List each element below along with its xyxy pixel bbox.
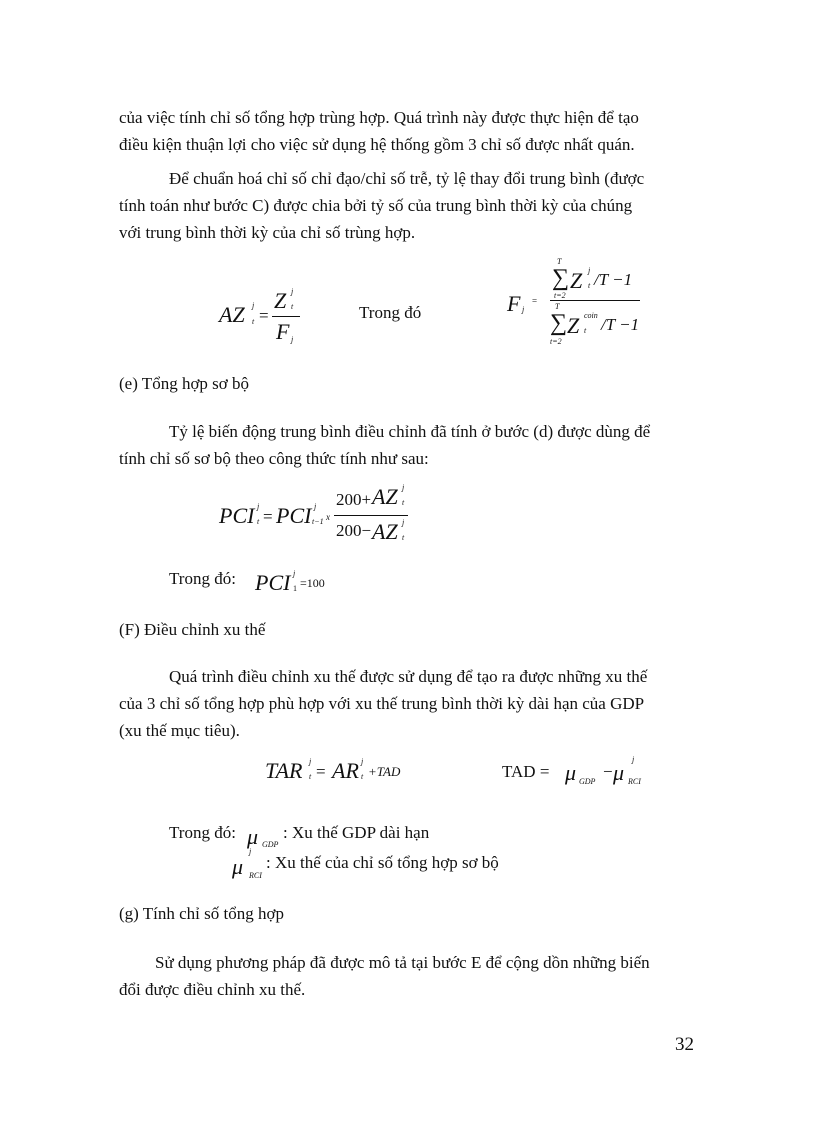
- tar-lhs: TAR: [265, 758, 303, 783]
- pci-den-sup: j: [402, 518, 405, 527]
- tad-lhs: TAD =: [502, 762, 550, 781]
- f-den-sup: coin: [584, 311, 598, 320]
- paragraph-2-line-2: tính toán như bước C) được chia bởi tỷ số của trung bình thời kỳ của chúng: [119, 196, 633, 215]
- f-den-sub: t: [584, 326, 587, 335]
- paragraph-1-line-1: của việc tính chỉ số tổng hợp trùng hợp. Quá trình này được thực hiện để tạo: [119, 108, 639, 127]
- tar-eq: =: [316, 762, 326, 781]
- tad-minus: −: [603, 762, 613, 781]
- paragraph-4-line-3: (xu thế mục tiêu).: [119, 721, 240, 740]
- tad-mu-rci-sub: RCI: [628, 777, 641, 786]
- f-num-lower: t=2: [554, 291, 566, 300]
- page-number: 32: [675, 1034, 694, 1055]
- tar-ar-sub: t: [361, 772, 364, 781]
- f-den-z: Z: [567, 313, 580, 338]
- paragraph-3: [119, 418, 699, 472]
- mu-gdp-description: : Xu thế GDP dài hạn: [283, 823, 430, 842]
- pci-times: x: [326, 512, 330, 522]
- pci-lhs: PCI: [219, 503, 255, 528]
- pci-rhs: PCI: [276, 503, 312, 528]
- az-sub: t: [252, 317, 255, 326]
- az-den-sub: j: [291, 335, 294, 344]
- f-num-upper: T: [557, 257, 562, 266]
- formula-where-label: Trong đó: [359, 303, 422, 322]
- tar-lhs-sub: t: [309, 772, 312, 781]
- pci-rhs-sub: t−1: [312, 517, 324, 526]
- pci1-lhs: PCI: [255, 570, 291, 595]
- tar-tail: +TAD: [368, 764, 401, 779]
- paragraph-2-line-3: với trung bình thời kỳ của chỉ số trùng hợp.: [119, 223, 416, 242]
- paragraph-5: [119, 949, 699, 1003]
- az-lhs: AZ: [219, 302, 245, 327]
- tar-ar-sup: j: [361, 757, 364, 766]
- paragraph-5-line-1: Sử dụng phương pháp đã được mô tả tại bước E để cộng dồn những biến: [155, 953, 650, 972]
- paragraph-3-line-2: tính chỉ số sơ bộ theo công thức tính như sau:: [119, 449, 429, 468]
- where-mu-label: Trong đó:: [169, 823, 236, 842]
- az-sup: j: [252, 301, 255, 310]
- f-lhs-sub: j: [522, 305, 525, 314]
- az-eq: =: [259, 306, 269, 325]
- tar-lhs-sup: j: [309, 757, 312, 766]
- mu-rci-description: : Xu thế của chỉ số tổng hợp sơ bộ: [266, 853, 499, 872]
- f-den-lower: t=2: [550, 337, 562, 346]
- paragraph-2-line-1: Để chuẩn hoá chỉ số chỉ đạo/chỉ số trễ, tỷ lệ thay đổi trung bình (được: [169, 169, 645, 188]
- paragraph-2: [119, 165, 699, 246]
- heading-g: (g) Tính chỉ số tổng hợp: [119, 904, 284, 923]
- pci-den-az: AZ: [372, 519, 398, 544]
- pci-fraction-bar: [334, 515, 408, 516]
- tad-mu-rci: μ: [613, 760, 625, 785]
- f-den-sigma: ∑: [550, 310, 568, 336]
- tad-mu-gdp: μ: [565, 760, 577, 785]
- tad-mu-gdp-sub: GDP: [579, 777, 596, 786]
- mu-rci-symbol: μ: [232, 854, 244, 879]
- pci-num-sub: t: [402, 498, 405, 507]
- f-num-sup: j: [588, 266, 591, 275]
- f-num-z: Z: [570, 268, 583, 293]
- mu-rci-sub: RCI: [249, 871, 262, 880]
- mu-rci-sup: j: [249, 847, 252, 856]
- f-num-sigma: ∑: [552, 265, 570, 291]
- f-eq: =: [532, 296, 538, 306]
- pci-num-sup: j: [402, 483, 405, 492]
- f-num-tail: /T −1: [594, 270, 633, 289]
- pci-lhs-sup: j: [257, 502, 260, 511]
- pci-lhs-sub: t: [257, 517, 260, 526]
- paragraph-4-line-1: Quá trình điều chỉnh xu thế được sử dụng để tạo ra được những xu thế: [169, 667, 648, 686]
- paragraph-1-line-2: điều kiện thuận lợi cho việc sử dụng hệ thống gồm 3 chỉ số được nhất quán.: [119, 135, 635, 154]
- az-num-sup: j: [291, 287, 294, 296]
- pci-rhs-sup: j: [314, 502, 317, 511]
- pci1-sub: 1: [293, 584, 297, 593]
- mu-gdp-sub: GDP: [262, 840, 279, 849]
- f-lhs: F: [507, 291, 521, 316]
- paragraph-5-line-2: đổi được điều chỉnh xu thế.: [119, 980, 306, 999]
- heading-f: (F) Điều chỉnh xu thế: [119, 620, 266, 639]
- heading-e: (e) Tổng hợp sơ bộ: [119, 374, 250, 393]
- paragraph-4: [119, 663, 699, 744]
- paragraph-4-line-2: của 3 chỉ số tổng hợp phù hợp với xu thế trung bình thời kỳ dài hạn của GDP: [119, 694, 645, 713]
- az-num: Z: [274, 288, 287, 313]
- paragraph-1: [119, 104, 699, 158]
- az-num-sub: t: [291, 302, 294, 311]
- f-den-tail: /T −1: [601, 315, 640, 334]
- where-pci-label: Trong đó:: [169, 569, 236, 588]
- mu-gdp-symbol: μ: [247, 824, 259, 849]
- az-fraction-bar: [272, 316, 300, 317]
- tar-ar: AR: [332, 758, 359, 783]
- pci-den-const: 200−: [336, 521, 372, 540]
- pci-eq: =: [263, 507, 273, 526]
- az-den: F: [276, 319, 290, 344]
- pci-den-sub: t: [402, 533, 405, 542]
- paragraph-3-line-1: Tỷ lệ biến động trung bình điều chỉnh đã tính ở bước (d) được dùng để: [169, 422, 651, 441]
- f-fraction-bar: [550, 300, 640, 301]
- f-den-upper: T: [555, 302, 560, 311]
- tad-mu-rci-sup: j: [632, 755, 635, 764]
- pci1-rhs: =100: [300, 576, 325, 590]
- f-num-sub: t: [588, 281, 591, 290]
- pci1-sup: j: [293, 569, 296, 578]
- pci-num-const: 200+: [336, 490, 372, 509]
- pci-num-az: AZ: [372, 484, 398, 509]
